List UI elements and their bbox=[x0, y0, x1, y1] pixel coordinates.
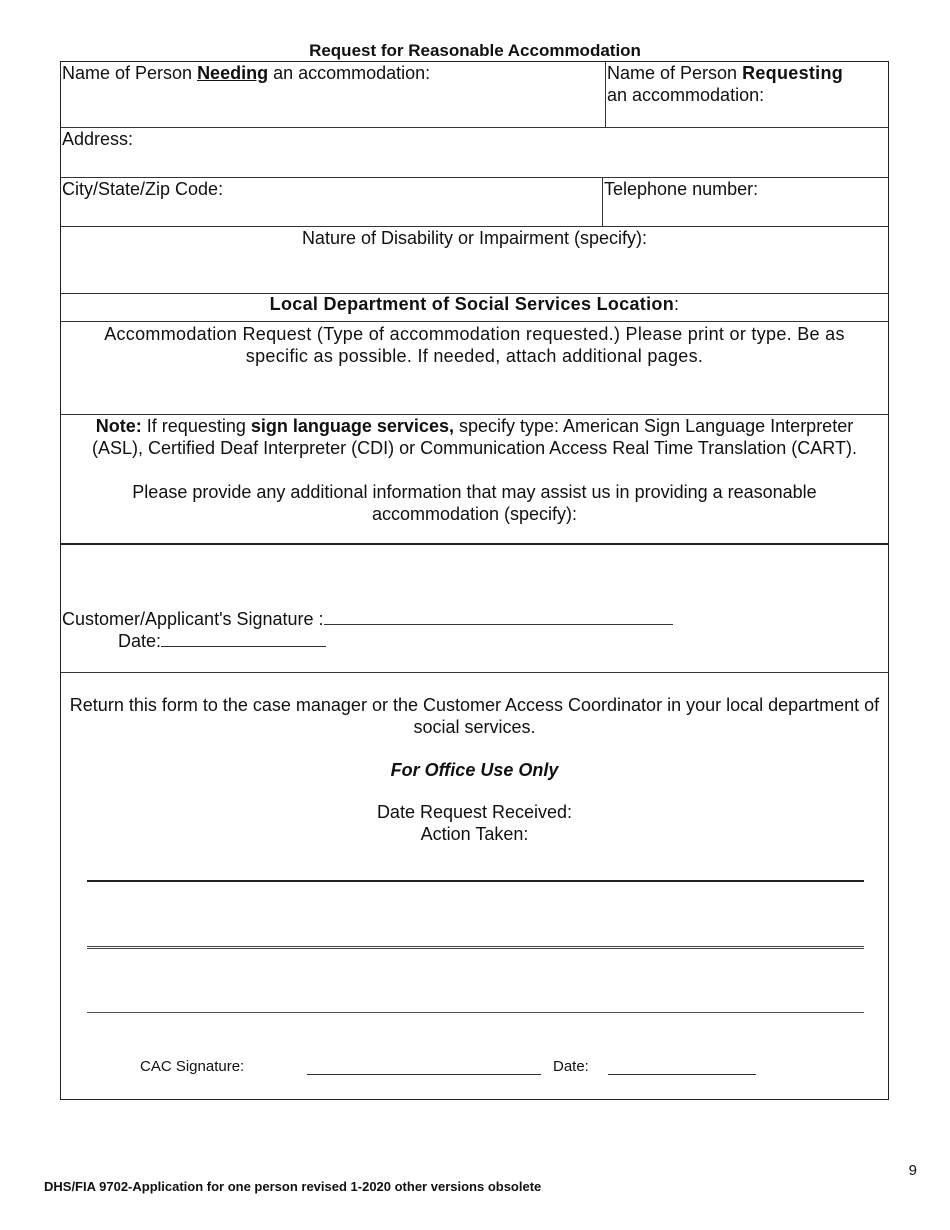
location-colon: : bbox=[674, 294, 680, 314]
requesting-suffix: an accommodation: bbox=[607, 85, 765, 105]
address-field[interactable]: Address: bbox=[62, 129, 134, 149]
note-text-2: specify type: American Sign Language Interpreter (ASL), Certified Deaf Interpreter (CDI) or Communication Access Real Time Translation (CART). bbox=[92, 416, 857, 458]
person-requesting-field[interactable] bbox=[607, 62, 887, 106]
date-label: Date: bbox=[118, 631, 162, 651]
city-divider bbox=[602, 177, 603, 226]
action-line-3[interactable] bbox=[87, 1012, 864, 1013]
action-taken-label: Action Taken: bbox=[420, 824, 529, 844]
needing-prefix: Name of Person bbox=[62, 63, 198, 83]
cac-signature-line[interactable] bbox=[307, 1074, 541, 1075]
action-line-2[interactable] bbox=[87, 946, 864, 949]
date-line[interactable] bbox=[161, 630, 326, 647]
requesting-bold: Requesting bbox=[742, 63, 844, 83]
note-bold-1: sign language services, bbox=[250, 416, 454, 436]
location-field[interactable] bbox=[61, 293, 888, 315]
action-line-1[interactable] bbox=[87, 880, 864, 882]
signature-line[interactable] bbox=[324, 608, 673, 625]
disability-field[interactable]: Nature of Disability or Impairment (specify): bbox=[301, 228, 648, 248]
note-text bbox=[81, 415, 868, 459]
divider bbox=[61, 672, 888, 673]
divider bbox=[61, 321, 888, 322]
name-divider bbox=[605, 62, 606, 127]
note-text-1: If requesting bbox=[141, 416, 251, 436]
cac-date-line[interactable] bbox=[608, 1074, 756, 1075]
city-state-zip-field[interactable]: City/State/Zip Code: bbox=[62, 179, 224, 199]
additional-info-field[interactable]: Please provide any additional information that may assist us in providing a reasonable accommodation (specify): bbox=[132, 482, 817, 524]
location-label: Local Department of Social Services Location bbox=[269, 294, 674, 314]
cac-date-label: Date: bbox=[553, 1058, 589, 1075]
signature-label: Customer/Applicant's Signature : bbox=[62, 609, 324, 629]
accommodation-form bbox=[60, 61, 889, 1100]
telephone-field[interactable]: Telephone number: bbox=[604, 179, 759, 199]
office-use-heading: For Office Use Only bbox=[390, 760, 559, 780]
needing-bold: Needing bbox=[197, 63, 269, 83]
divider bbox=[61, 127, 888, 128]
cac-signature-label: CAC Signature: bbox=[140, 1058, 245, 1075]
requesting-prefix: Name of Person bbox=[607, 63, 743, 83]
person-needing-field[interactable] bbox=[62, 62, 430, 84]
accommodation-request-field[interactable]: Accommodation Request (Type of accommodation requested.) Please print or type. Be as specific as possible. If needed, attach additional pages. bbox=[104, 324, 845, 366]
applicant-signature-row[interactable] bbox=[62, 608, 673, 630]
return-instructions: Return this form to the case manager or the Customer Access Coordinator in your local department of social services. bbox=[69, 695, 880, 737]
divider bbox=[61, 543, 888, 545]
footer-text: DHS/FIA 9702-Application for one person revised 1-2020 other versions obsolete bbox=[44, 1179, 542, 1194]
form-title: Request for Reasonable Accommodation bbox=[309, 41, 641, 60]
date-row[interactable] bbox=[118, 630, 326, 652]
date-received-label: Date Request Received: bbox=[376, 802, 573, 822]
needing-suffix: an accommodation: bbox=[268, 63, 431, 83]
note-label: Note: bbox=[95, 416, 142, 436]
page-number: 9 bbox=[908, 1162, 917, 1179]
